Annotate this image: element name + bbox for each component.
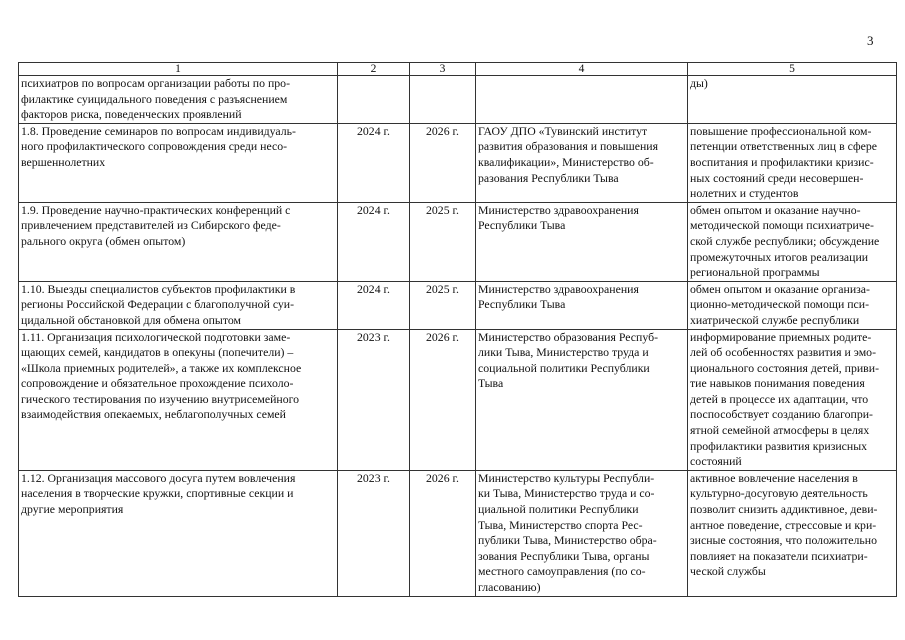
measure-description: 1.12. Организация массового досуга путем вовлечения населения в творческие кружки, спортивные секции и другие мероприятия <box>19 470 338 596</box>
expected-result: ды) <box>688 76 897 124</box>
start-year: 2023 г. <box>338 329 410 470</box>
measure-description: психиатров по вопросам организации работы по про- филактике суицидального поведения с разъяснением факторов риска, поведенческих проявлений <box>19 76 338 124</box>
table-row <box>19 202 897 281</box>
start-year: 2023 г. <box>338 470 410 596</box>
start-year: 2024 г. <box>338 123 410 202</box>
measure-description: 1.10. Выезды специалистов субъектов профилактики в регионы Российской Федерации с благополучной суи- цидальной обстановкой для обмена опытом <box>19 281 338 329</box>
page-number: 3 <box>867 33 874 48</box>
expected-result: активное вовлечение населения в культурно-досуговую деятельность позволит снизить аддиктивное, деви- антное поведение, стрессовые и кри- зисные состояния, что положительно повлияет на показатели психиатри- ческой службы <box>688 470 897 596</box>
end-year: 2026 г. <box>410 470 476 596</box>
table-row <box>19 123 897 202</box>
column-number: 2 <box>338 63 410 76</box>
end-year: 2025 г. <box>410 202 476 281</box>
table-row <box>19 329 897 470</box>
expected-result: обмен опытом и оказание научно- методической помощи психиатриче- ской службе республики; обсуждение промежуточных итогов реализации региональной программы <box>688 202 897 281</box>
expected-result: информирование приемных родите- лей об особенностях развития и эмо- ционального состояния детей, приви- тие навыков понимания поведения детей в процессе их адаптации, что поспособствует созданию благопри- ятной семейной атмосферы в целях профилактики развития кризисных состояний <box>688 329 897 470</box>
responsible-executors: Министерство культуры Республи- ки Тыва, Министерство труда и со- циальной политики Республики Тыва, Министерство спорта Рес- публики Тыва, Министерство обра- зования Республики Тыва, органы местного самоуправления (по со- гласованию) <box>476 470 688 596</box>
start-year: 2024 г. <box>338 202 410 281</box>
end-year <box>410 76 476 124</box>
column-number: 5 <box>688 63 897 76</box>
start-year <box>338 76 410 124</box>
column-number: 3 <box>410 63 476 76</box>
column-number-row <box>19 63 897 76</box>
responsible-executors: ГАОУ ДПО «Тувинский институт развития образования и повышения квалификации», Министерство об- разования Республики Тыва <box>476 123 688 202</box>
responsible-executors: Министерство образования Респуб- лики Тыва, Министерство труда и социальной политики Республики Тыва <box>476 329 688 470</box>
column-number: 1 <box>19 63 338 76</box>
expected-result: повышение профессиональной ком- петенции ответственных лиц в сфере воспитания и профилактики кризис- ных состояний среди несовершен- нолетних и студентов <box>688 123 897 202</box>
measure-description: 1.11. Организация психологической подготовки заме- щающих семей, кандидатов в опекуны (попечители) – «Школа приемных родителей», а также их комплексное сопровождение и обязательное прохождение психоло- гического тестирования по изучению внутрисемейного взаимодействия опекаемых, неблагополучных семей <box>19 329 338 470</box>
table-row <box>19 76 897 124</box>
end-year: 2026 г. <box>410 123 476 202</box>
end-year: 2026 г. <box>410 329 476 470</box>
table-row <box>19 470 897 596</box>
table-row <box>19 281 897 329</box>
measure-description: 1.8. Проведение семинаров по вопросам индивидуаль- ного профилактического сопровождения среди несо- вершеннолетних <box>19 123 338 202</box>
start-year: 2024 г. <box>338 281 410 329</box>
measure-description: 1.9. Проведение научно-практических конференций с привлечением представителей из Сибирского феде- рального округа (обмен опытом) <box>19 202 338 281</box>
responsible-executors: Министерство здравоохранения Республики Тыва <box>476 202 688 281</box>
responsible-executors: Министерство здравоохранения Республики Тыва <box>476 281 688 329</box>
end-year: 2025 г. <box>410 281 476 329</box>
column-number: 4 <box>476 63 688 76</box>
responsible-executors <box>476 76 688 124</box>
expected-result: обмен опытом и оказание организа- ционно-методической помощи пси- хиатрической службе республики <box>688 281 897 329</box>
measures-table <box>18 62 897 597</box>
